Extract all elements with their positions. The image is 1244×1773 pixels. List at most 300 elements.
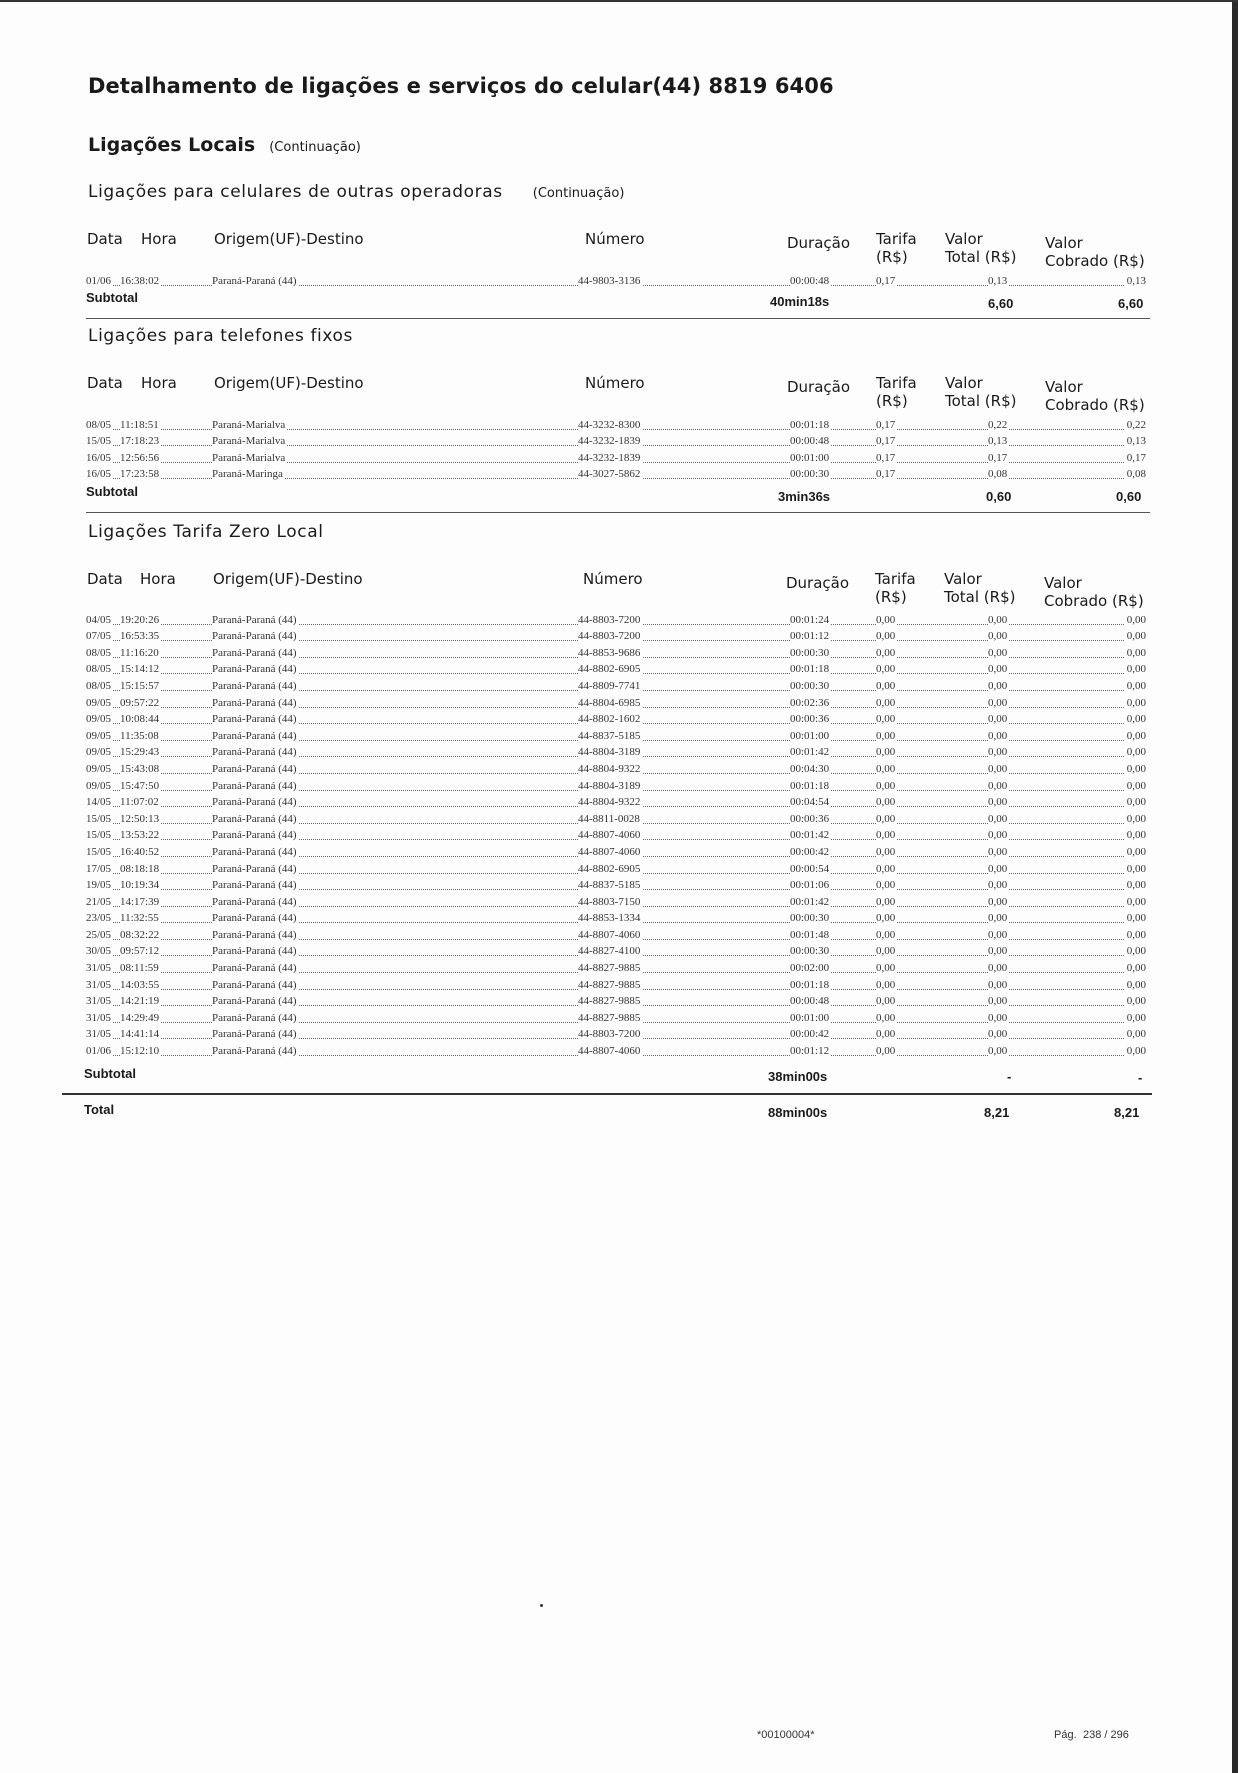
table-row: [86, 827, 1148, 844]
date-cell: 31/05: [86, 1028, 112, 1041]
time-cell: 08:18:18: [120, 862, 160, 875]
duration-cell: 00:01:24: [790, 613, 830, 626]
duration-cell: 00:01:18: [790, 779, 830, 792]
section-rule: [86, 512, 1150, 513]
charged-value-cell: 0,00: [1126, 962, 1146, 975]
date-cell: 31/05: [86, 1011, 112, 1024]
phone-number-cell: 44-3232-1839: [578, 451, 641, 464]
phone-number-cell: 44-8804-3189: [578, 779, 641, 792]
date-cell: 16/05: [86, 468, 112, 481]
time-cell: 14:29:49: [120, 1011, 160, 1024]
rate-cell: 0,00: [876, 746, 896, 759]
table-row: [86, 893, 1148, 910]
origin-destination-cell: Paraná-Paraná (44): [212, 962, 297, 975]
col-valor-total-2: Total (R$): [945, 392, 1017, 410]
duration-cell: 00:00:30: [790, 679, 830, 692]
subtotal-duration: 38min00s: [768, 1069, 828, 1084]
charged-value-cell: 0,00: [1126, 845, 1146, 858]
date-cell: 09/05: [86, 779, 112, 792]
total-value-cell: 0,00: [988, 613, 1008, 626]
time-cell: 19:20:26: [120, 613, 160, 626]
charged-value-cell: 0,00: [1126, 1028, 1146, 1041]
time-cell: 15:47:50: [120, 779, 160, 792]
duration-cell: 00:01:00: [790, 1011, 830, 1024]
table-row: [86, 860, 1148, 877]
total-value-cell: 0,00: [988, 779, 1008, 792]
time-cell: 15:29:43: [120, 746, 160, 759]
col-tarifa-unit: (R$): [875, 588, 907, 606]
date-cell: 09/05: [86, 713, 112, 726]
duration-cell: 00:04:30: [790, 762, 830, 775]
duration-cell: 00:00:36: [790, 713, 830, 726]
origin-destination-cell: Paraná-Paraná (44): [212, 862, 297, 875]
duration-cell: 00:01:18: [790, 663, 830, 676]
rate-cell: 0,00: [876, 829, 896, 842]
total-value-cell: 0,00: [988, 895, 1008, 908]
time-cell: 16:38:02: [120, 274, 160, 287]
page-label: Pág.: [1054, 1729, 1077, 1741]
col-origem: Origem(UF)-Destino: [214, 374, 364, 392]
origin-destination-cell: Paraná-Paraná (44): [212, 646, 297, 659]
time-cell: 11:16:20: [120, 646, 159, 659]
charged-value-cell: 0,22: [1126, 418, 1146, 431]
duration-cell: 00:02:00: [790, 962, 830, 975]
total-value-cell: 0,00: [988, 646, 1008, 659]
col-valor-total-2: Total (R$): [944, 588, 1016, 606]
phone-number-cell: 44-8809-7741: [578, 679, 641, 692]
table-row: [86, 628, 1148, 645]
phone-number-cell: 44-3232-8300: [578, 418, 641, 431]
total-value-cell: 0,13: [988, 435, 1008, 448]
duration-cell: 00:00:48: [790, 274, 830, 287]
subtotal-label: Subtotal: [86, 484, 138, 499]
origin-destination-cell: Paraná-Paraná (44): [212, 663, 297, 676]
rate-cell: 0,00: [876, 713, 896, 726]
total-value-cell: 0,00: [988, 762, 1008, 775]
duration-cell: 00:00:30: [790, 468, 830, 481]
phone-number-cell: 44-8827-9885: [578, 962, 641, 975]
total-value-cell: 0,00: [988, 962, 1008, 975]
time-cell: 12:56:56: [120, 451, 160, 464]
col-valor-cobrado-2: Cobrado (R$): [1044, 592, 1144, 610]
origin-destination-cell: Paraná-Paraná (44): [212, 912, 297, 925]
charged-value-cell: 0,00: [1126, 829, 1146, 842]
date-cell: 30/05: [86, 945, 112, 958]
duration-cell: 00:01:12: [790, 630, 830, 643]
date-cell: 09/05: [86, 729, 112, 742]
time-cell: 11:07:02: [120, 796, 159, 809]
duration-cell: 00:00:42: [790, 1028, 830, 1041]
origin-destination-cell: Paraná-Maringa: [212, 468, 283, 481]
total-value-cell: 0,00: [988, 995, 1008, 1008]
table-row: [86, 810, 1148, 827]
phone-number-cell: 44-3232-1839: [578, 435, 641, 448]
total-value-cell: 0,00: [988, 1028, 1008, 1041]
phone-number-cell: 44-8827-4100: [578, 945, 641, 958]
phone-number-cell: 44-8803-7200: [578, 613, 641, 626]
col-duracao: Duração: [786, 574, 850, 592]
charged-value-cell: 0,00: [1126, 729, 1146, 742]
col-valor-cobrado: Valor: [1045, 234, 1083, 252]
subtotal-cobrado: 0,60: [1116, 489, 1142, 504]
col-duracao: Duração: [787, 378, 851, 396]
total-value-cell: 0,00: [988, 729, 1008, 742]
col-valor-total: Valor: [945, 230, 983, 248]
duration-cell: 00:01:18: [790, 418, 830, 431]
total-value-cell: 0,13: [988, 274, 1008, 287]
phone-number-cell: 44-8827-9885: [578, 995, 641, 1008]
origin-destination-cell: Paraná-Paraná (44): [212, 274, 297, 287]
charged-value-cell: 0,00: [1126, 995, 1146, 1008]
subtotal-cobrado: 6,60: [1118, 296, 1144, 311]
rate-cell: 0,00: [876, 762, 896, 775]
phone-number-cell: 44-8807-4060: [578, 845, 641, 858]
date-cell: 08/05: [86, 663, 112, 676]
duration-cell: 00:04:54: [790, 796, 830, 809]
table-row: [86, 677, 1148, 694]
duration-cell: 00:01:18: [790, 978, 830, 991]
col-tarifa: Tarifa: [875, 570, 916, 588]
phone-number-cell: 44-8807-4060: [578, 1045, 641, 1058]
section-title-tarifa-zero: Ligações Tarifa Zero Local: [88, 522, 324, 542]
rate-cell: 0,00: [876, 1028, 896, 1041]
charged-value-cell: 0,00: [1126, 1011, 1146, 1024]
total-cobrado: 8,21: [1114, 1105, 1140, 1120]
total-rule: [62, 1093, 1152, 1095]
duration-cell: 00:01:00: [790, 729, 830, 742]
rate-cell: 0,00: [876, 912, 896, 925]
col-valor-total: Valor: [945, 374, 983, 392]
date-cell: 31/05: [86, 978, 112, 991]
col-data: Data: [87, 570, 123, 588]
charged-value-cell: 0,00: [1126, 945, 1146, 958]
charged-value-cell: 0,00: [1126, 696, 1146, 709]
date-cell: 31/05: [86, 995, 112, 1008]
time-cell: 14:41:14: [120, 1028, 160, 1041]
table-row: [86, 910, 1148, 927]
origin-destination-cell: Paraná-Paraná (44): [212, 995, 297, 1008]
table-row: [86, 272, 1148, 289]
rate-cell: 0,17: [876, 468, 896, 481]
charged-value-cell: 0,08: [1126, 468, 1146, 481]
total-value-cell: 0,22: [988, 418, 1008, 431]
charged-value-cell: 0,00: [1126, 762, 1146, 775]
total-value-cell: 0,00: [988, 912, 1008, 925]
charged-value-cell: 0,00: [1126, 679, 1146, 692]
time-cell: 09:57:12: [120, 945, 160, 958]
charged-value-cell: 0,00: [1126, 1045, 1146, 1058]
time-cell: 08:32:22: [120, 928, 160, 941]
duration-cell: 00:01:06: [790, 879, 830, 892]
subtotal-label: Subtotal: [86, 290, 138, 305]
total-value-cell: 0,08: [988, 468, 1008, 481]
subtotal-duration: 3min36s: [778, 489, 831, 504]
phone-number-cell: 44-8803-7200: [578, 630, 641, 643]
date-cell: 09/05: [86, 762, 112, 775]
rate-cell: 0,00: [876, 945, 896, 958]
table-row: [86, 1009, 1148, 1026]
table-row: [86, 449, 1148, 466]
duration-cell: 00:00:48: [790, 995, 830, 1008]
rate-cell: 0,00: [876, 779, 896, 792]
total-value-cell: 0,00: [988, 1011, 1008, 1024]
total-value: 8,21: [984, 1105, 1010, 1120]
time-cell: 17:18:23: [120, 435, 160, 448]
origin-destination-cell: Paraná-Paraná (44): [212, 713, 297, 726]
table-row: [86, 433, 1148, 450]
phone-number-cell: 44-9803-3136: [578, 274, 641, 287]
col-tarifa-unit: (R$): [876, 248, 908, 266]
date-cell: 15/05: [86, 435, 112, 448]
origin-destination-cell: Paraná-Paraná (44): [212, 829, 297, 842]
origin-destination-cell: Paraná-Paraná (44): [212, 796, 297, 809]
total-value-cell: 0,00: [988, 796, 1008, 809]
total-value-cell: 0,00: [988, 696, 1008, 709]
table-row: [86, 976, 1148, 993]
origin-destination-cell: Paraná-Paraná (44): [212, 879, 297, 892]
col-valor-cobrado: Valor: [1045, 378, 1083, 396]
rate-cell: 0,00: [876, 928, 896, 941]
origin-destination-cell: Paraná-Paraná (44): [212, 613, 297, 626]
rate-cell: 0,17: [876, 274, 896, 287]
col-valor-total: Valor: [944, 570, 982, 588]
duration-cell: 00:00:30: [790, 945, 830, 958]
time-cell: 11:35:08: [120, 729, 159, 742]
time-cell: 11:32:55: [120, 912, 159, 925]
duration-cell: 00:00:30: [790, 646, 830, 659]
time-cell: 16:53:35: [120, 630, 160, 643]
charged-value-cell: 0,00: [1126, 895, 1146, 908]
origin-destination-cell: Paraná-Paraná (44): [212, 630, 297, 643]
rate-cell: 0,17: [876, 418, 896, 431]
table-row: [86, 661, 1148, 678]
charged-value-cell: 0,00: [1126, 928, 1146, 941]
phone-number-cell: 44-8853-9686: [578, 646, 641, 659]
origin-destination-cell: Paraná-Paraná (44): [212, 679, 297, 692]
origin-destination-cell: Paraná-Paraná (44): [212, 779, 297, 792]
date-cell: 07/05: [86, 630, 112, 643]
total-value-cell: 0,00: [988, 845, 1008, 858]
rows-fixos: [86, 416, 1148, 482]
table-row: [86, 993, 1148, 1010]
duration-cell: 00:00:36: [790, 812, 830, 825]
date-cell: 17/05: [86, 862, 112, 875]
table-row: [86, 611, 1148, 628]
phone-number-cell: 44-8804-9322: [578, 796, 641, 809]
duration-cell: 00:00:48: [790, 435, 830, 448]
time-cell: 14:03:55: [120, 978, 160, 991]
total-value-cell: 0,00: [988, 746, 1008, 759]
section-title-celulares: [88, 182, 624, 202]
subtotal-total: 0,60: [986, 489, 1012, 504]
total-value-cell: 0,00: [988, 1045, 1008, 1058]
phone-number-cell: 44-8802-6905: [578, 862, 641, 875]
table-row: [86, 1026, 1148, 1043]
charged-value-cell: 0,00: [1126, 613, 1146, 626]
charged-value-cell: 0,00: [1126, 663, 1146, 676]
date-cell: 08/05: [86, 646, 112, 659]
col-numero: Número: [585, 374, 645, 392]
charged-value-cell: 0,00: [1126, 862, 1146, 875]
time-cell: 15:15:57: [120, 679, 160, 692]
time-cell: 10:19:34: [120, 879, 160, 892]
time-cell: 16:40:52: [120, 845, 160, 858]
total-value-cell: 0,00: [988, 928, 1008, 941]
phone-number-cell: 44-8811-0028: [578, 812, 640, 825]
phone-number-cell: 44-3027-5862: [578, 468, 641, 481]
table-row: [86, 644, 1148, 661]
table-row: [86, 711, 1148, 728]
time-cell: 15:43:08: [120, 762, 160, 775]
origin-destination-cell: Paraná-Paraná (44): [212, 762, 297, 775]
group-title: Ligações Locais: [88, 134, 256, 156]
total-value-cell: 0,00: [988, 713, 1008, 726]
charged-value-cell: 0,00: [1126, 796, 1146, 809]
group-heading: [88, 134, 361, 156]
duration-cell: 00:01:42: [790, 895, 830, 908]
col-numero: Número: [585, 230, 645, 248]
col-tarifa: Tarifa: [876, 230, 917, 248]
table-row: [86, 777, 1148, 794]
date-cell: 31/05: [86, 962, 112, 975]
total-value-cell: 0,00: [988, 862, 1008, 875]
phone-number-cell: 44-8827-9885: [578, 978, 641, 991]
table-row: [86, 744, 1148, 761]
duration-cell: 00:01:42: [790, 746, 830, 759]
duration-cell: 00:00:30: [790, 912, 830, 925]
duration-cell: 00:01:00: [790, 451, 830, 464]
table-row: [86, 1042, 1148, 1059]
total-value-cell: 0,00: [988, 829, 1008, 842]
page-title: Detalhamento de ligações e serviços do celular(44) 8819 6406: [88, 74, 834, 98]
rate-cell: 0,00: [876, 630, 896, 643]
col-valor-cobrado: Valor: [1044, 574, 1082, 592]
phone-number-cell: 44-8837-5185: [578, 879, 641, 892]
origin-destination-cell: Paraná-Paraná (44): [212, 729, 297, 742]
col-valor-cobrado-2: Cobrado (R$): [1045, 396, 1145, 414]
col-tarifa: Tarifa: [876, 374, 917, 392]
subtotal-total: -: [1007, 1069, 1012, 1084]
col-hora: Hora: [141, 230, 177, 248]
time-cell: 11:18:51: [120, 418, 159, 431]
phone-number-cell: 44-8803-7200: [578, 1028, 641, 1041]
time-cell: 10:08:44: [120, 713, 160, 726]
duration-cell: 00:02:36: [790, 696, 830, 709]
section-title-text: Ligações para celulares de outras operadoras: [88, 182, 503, 202]
phone-number-cell: 44-8802-1602: [578, 713, 641, 726]
table-row: [86, 843, 1148, 860]
total-value-cell: 0,00: [988, 812, 1008, 825]
phone-number-cell: 44-8807-4060: [578, 928, 641, 941]
date-cell: 23/05: [86, 912, 112, 925]
charged-value-cell: 0,00: [1126, 879, 1146, 892]
table-row: [86, 877, 1148, 894]
rate-cell: 0,00: [876, 646, 896, 659]
total-value-cell: 0,00: [988, 663, 1008, 676]
charged-value-cell: 0,00: [1126, 978, 1146, 991]
date-cell: 15/05: [86, 829, 112, 842]
phone-number-cell: 44-8804-6985: [578, 696, 641, 709]
section-rule: [86, 318, 1150, 319]
rate-cell: 0,00: [876, 962, 896, 975]
phone-number-cell: 44-8804-9322: [578, 762, 641, 775]
total-value-cell: 0,17: [988, 451, 1008, 464]
origin-destination-cell: Paraná-Marialva: [212, 418, 286, 431]
date-cell: 15/05: [86, 812, 112, 825]
rate-cell: 0,17: [876, 435, 896, 448]
date-cell: 08/05: [86, 679, 112, 692]
phone-number-cell: 44-8807-4060: [578, 829, 641, 842]
date-cell: 01/06: [86, 274, 112, 287]
duration-cell: 00:00:42: [790, 845, 830, 858]
phone-number-cell: 44-8837-5185: [578, 729, 641, 742]
rate-cell: 0,00: [876, 663, 896, 676]
table-row: [86, 727, 1148, 744]
total-duration: 88min00s: [768, 1105, 828, 1120]
total-value-cell: 0,00: [988, 879, 1008, 892]
date-cell: 09/05: [86, 696, 112, 709]
origin-destination-cell: Paraná-Paraná (44): [212, 1045, 297, 1058]
time-cell: 13:53:22: [120, 829, 160, 842]
total-value-cell: 0,00: [988, 978, 1008, 991]
total-value-cell: 0,00: [988, 630, 1008, 643]
rate-cell: 0,00: [876, 812, 896, 825]
table-row: [86, 943, 1148, 960]
col-valor-total-2: Total (R$): [945, 248, 1017, 266]
date-cell: 21/05: [86, 895, 112, 908]
time-cell: 15:14:12: [120, 663, 160, 676]
col-origem: Origem(UF)-Destino: [213, 570, 363, 588]
rows-celulares: [86, 272, 1148, 289]
time-cell: 09:57:22: [120, 696, 160, 709]
date-cell: 15/05: [86, 845, 112, 858]
group-note: (Continuação): [269, 140, 361, 155]
table-row: [86, 959, 1148, 976]
phone-number-cell: 44-8803-7150: [578, 895, 641, 908]
origin-destination-cell: Paraná-Paraná (44): [212, 928, 297, 941]
duration-cell: 00:00:54: [790, 862, 830, 875]
rate-cell: 0,00: [876, 613, 896, 626]
rate-cell: 0,00: [876, 845, 896, 858]
time-cell: 15:12:10: [120, 1045, 160, 1058]
top-border: [0, 0, 1238, 2]
date-cell: 01/06: [86, 1045, 112, 1058]
subtotal-label: Subtotal: [84, 1066, 136, 1081]
duration-cell: 00:01:12: [790, 1045, 830, 1058]
document-code: *00100004*: [757, 1729, 815, 1741]
time-cell: 08:11:59: [120, 962, 159, 975]
date-cell: 14/05: [86, 796, 112, 809]
rate-cell: 0,00: [876, 978, 896, 991]
origin-destination-cell: Paraná-Marialva: [212, 451, 286, 464]
date-cell: 16/05: [86, 451, 112, 464]
rate-cell: 0,00: [876, 729, 896, 742]
charged-value-cell: 0,00: [1126, 630, 1146, 643]
phone-number-cell: 44-8853-1334: [578, 912, 641, 925]
origin-destination-cell: Paraná-Paraná (44): [212, 895, 297, 908]
total-label: Total: [84, 1102, 115, 1117]
date-cell: 04/05: [86, 613, 112, 626]
col-duracao: Duração: [787, 234, 851, 252]
rate-cell: 0,00: [876, 1011, 896, 1024]
duration-cell: 00:01:42: [790, 829, 830, 842]
origin-destination-cell: Paraná-Paraná (44): [212, 746, 297, 759]
origin-destination-cell: Paraná-Paraná (44): [212, 812, 297, 825]
col-hora: Hora: [140, 570, 176, 588]
charged-value-cell: 0,00: [1126, 746, 1146, 759]
col-hora: Hora: [141, 374, 177, 392]
date-cell: 25/05: [86, 928, 112, 941]
